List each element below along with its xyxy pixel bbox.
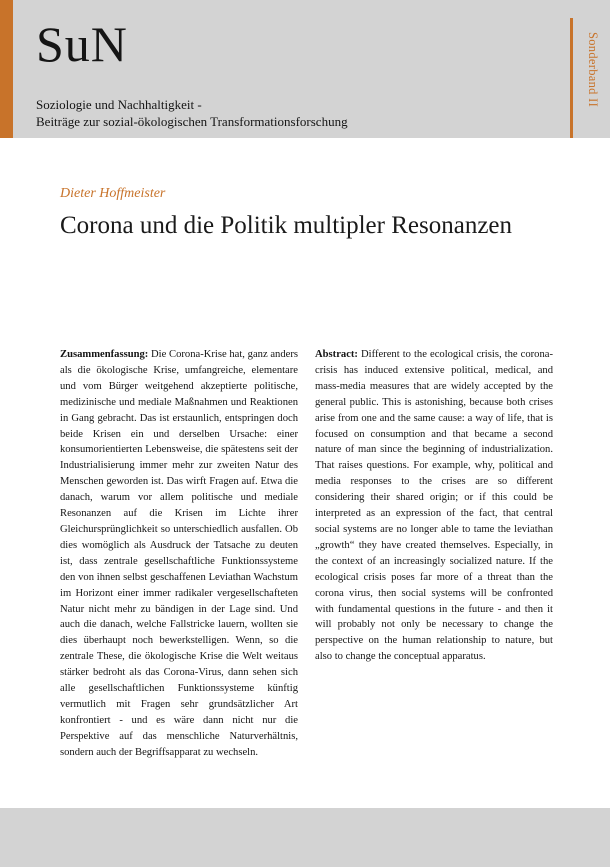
abstract-german-text: Die Corona-Krise hat, ganz anders als die ökologische Krise, umfangreiche, elementare und vom Bürger weitgehend akzeptierte politische, medizinische und mediale Maßnahmen und Reaktionen in Gang gebracht. Das ist erstaunlich, entspringen doch beide Krisen ein und derselben Ursache: einer konsumorientierten Lebensweise, die spätestens seit der Industrialisierung immer mehr zur zweiten Natur des Menschen geworden ist. Das wirft Fragen auf. Etwa die danach, warum vor allem politische und mediale Resonanzen auf die Krisen im Lichte ihrer Gleichursprünglichkeit so unterschiedlich ausfallen. Ob dies womöglich als Ausdruck der Tatsache zu deuten ist, dass zentrale gesellschaftliche Funktionssysteme den von ihnen selbst geschaffenen Leviathan Wachstum im Horizont einer immer radikaler vergesellschafteten Natur nicht mehr zu bändigen in der Lage sind. Und auch die danach, welche Fallstricke lauern, wollten sie dies überhaupt noch bewerkstelligen. Wenn, so die zentrale These, die ökologische Krise die Welt weitaus stärker bedroht als das Corona-Virus, dann sehen sich alle gesellschaftlichen Funktionssysteme künftig vermutlich mit Fragen sehr grundsätzlicher Art konfrontiert - und es wäre dann nicht nur die Perspektive auf das menschliche Naturverhältnis, sondern auch der Begriffsapparat zu wechseln. [60, 349, 298, 758]
header-accent-bar-left [0, 0, 13, 138]
series-title-line-1: Soziologie und Nachhaltigkeit - [36, 97, 202, 112]
abstract-english [315, 347, 553, 665]
abstract-german [60, 347, 298, 761]
abstract-english-text: Different to the ecological crisis, the corona-crisis has induced extensive political, medical, and mass-media measures that are widely accepted by the general public. This is astonishing, because both crises arise from one and the same cause: a way of life, that is focused on consumption and that became a second nature of man since the beginning of industrialization. That raises questions. For example, why, political and media responses to the crises are so different considering their shared origin; or if this could be interpreted as an expression of the fact, that central social systems are no longer able to tame the leviathan „growth“ they have created themselves. Especially, in the context of an increasingly socialized nature. If the ecological crisis poses far more of a threat than the corona virus, then social systems will be confronted with fundamental questions in the future - and then it will probably not only be necessary to change the perspective on the human relationship to nature, but also to change the conceptual apparatus. [315, 349, 553, 663]
volume-label: Sonderband II [586, 32, 600, 108]
series-title [36, 96, 348, 130]
journal-header [0, 0, 610, 138]
journal-logo: SuN [36, 16, 128, 72]
series-title-line-2: Beiträge zur sozial-ökologischen Transformationsforschung [36, 114, 348, 129]
abstract-english-label: Abstract: [315, 349, 358, 360]
abstract-german-label: Zusammenfassung: [60, 349, 149, 360]
article-author: Dieter Hoffmeister [60, 186, 166, 201]
header-accent-bar-right [570, 18, 573, 138]
footer-band [0, 808, 610, 867]
article-title: Corona und die Politik multipler Resonanzen [60, 212, 513, 239]
